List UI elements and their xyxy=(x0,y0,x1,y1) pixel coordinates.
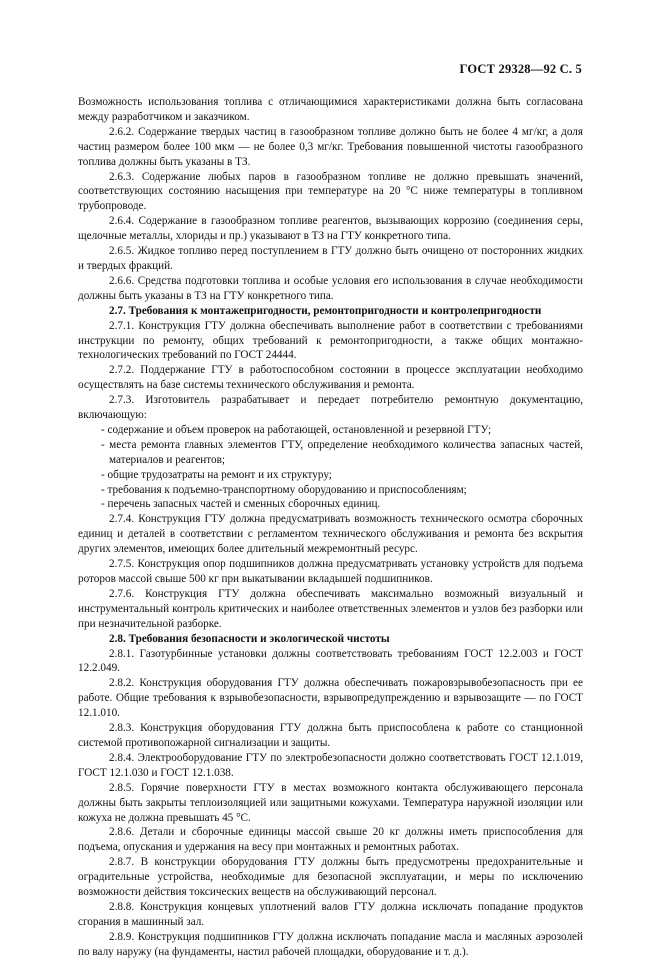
paragraph: 2.8.2. Конструкция оборудования ГТУ должна обеспечивать пожаровзрывобезопасность при ее работе. Общие требования к взрывобезопасности, взрывопредупреждению и взрывозащите — по ГОСТ 12.1.010. xyxy=(78,677,583,720)
paragraph: 2.7.2. Поддержание ГТУ в работоспособном состоянии в процессе эксплуатации необходимо осуществлять на базе системы технического обслуживания и ремонта. xyxy=(78,364,583,392)
paragraph: 2.6.2. Содержание твердых частиц в газообразном топливе должно быть не более 4 мг/кг, а доля частиц размером более 100 мкм — не более 0,3 мг/кг. Требования повышенной чистоты газообразного топлива должны быть указаны в ТЗ. xyxy=(78,125,583,168)
paragraph: 2.8.7. В конструкции оборудования ГТУ должны быть предусмотрены предохранительные и оградительные устройства, необходимые для безопасной эксплуатации, и меры по исключению возможности действия токсических веществ на обслуживающий персонал. xyxy=(78,856,583,899)
section-heading: 2.7. Требования к монтажепригодности, ремонтопригодности и контролепригодности xyxy=(109,304,542,317)
list-item: - требования к подъемно-транспортному оборудованию и приспособлениям; xyxy=(78,483,583,498)
paragraph: 2.8.5. Горячие поверхности ГТУ в местах возможного контакта обслуживающего персонала должны быть закрыты теплоизоляцией или защитными кожухами. Температура наружной изоляции или кожуха не должна превышать 45 °С. xyxy=(78,781,583,824)
paragraph: 2.8.9. Конструкция подшипников ГТУ должна исключать попадание масла и масляных аэрозолей по валу наружу (на фундаменты, настил рабочей площадки, оборудование и т. д.). xyxy=(78,930,583,958)
paragraph: 2.6.3. Содержание любых паров в газообразном топливе не должно превышать значений, соответствующих состоянию насыщения при температуре на 20 °С ниже температуры в топливном трубопроводе. xyxy=(78,170,583,213)
paragraph: 2.6.6. Средства подготовки топлива и особые условия его использования в случае необходимости должны быть указаны в ТЗ на ГТУ конкретного типа. xyxy=(78,274,583,302)
paragraph: 2.8.8. Конструкция концевых уплотнений валов ГТУ должна исключать попадание продуктов сгорания в машинный зал. xyxy=(78,900,583,928)
paragraph: 2.8.3. Конструкция оборудования ГТУ должна быть приспособлена к работе со станционной системой противопожарной сигнализации и защиты. xyxy=(78,722,583,749)
paragraph: Возможность использования топлива с отличающимися характеристиками должна быть согласована между разработчиком и заказчиком. xyxy=(78,96,583,123)
paragraph: 2.7.5. Конструкция опор подшипников должна предусматривать установку устройств для подъема роторов массой свыше 500 кг при выкатывании вкладышей подшипников. xyxy=(78,558,583,585)
list-item: - общие трудозатраты на ремонт и их структуру; xyxy=(78,468,583,483)
paragraph: 2.7.3. Изготовитель разрабатывает и передает потребителю ремонтную документацию, включающую: xyxy=(78,394,583,422)
paragraph: 2.6.4. Содержание в газообразном топливе реагентов, вызывающих коррозию (соединения серы, щелочные металлы, хлориды и пр.) указывают в ТЗ на ГТУ конкретного типа. xyxy=(78,215,583,243)
list-item: - перечень запасных частей и сменных сборочных единиц. xyxy=(78,497,583,512)
paragraph: 2.8.4. Электрооборудование ГТУ по электробезопасности должно соответствовать ГОСТ 12.1.019, ГОСТ 12.1.030 и ГОСТ 12.1.038. xyxy=(78,751,583,779)
section-heading: 2.8. Требования безопасности и экологической чистоты xyxy=(109,632,390,645)
paragraph: 2.8.6. Детали и сборочные единицы массой свыше 20 кг должны иметь приспособления для подъема, опускания и удержания на весу при монтажных и ремонтных работах. xyxy=(78,826,583,854)
paragraph: 2.8.1. Газотурбинные установки должны соответствовать требованиям ГОСТ 12.2.003 и ГОСТ 12.2.049. xyxy=(78,647,583,675)
paragraph: 2.7.4. Конструкция ГТУ должна предусматривать возможность технического осмотра сборочных единиц и деталей в соответствии с регламентом технического обслуживания и ремонта без вскрытия других элементов, имеющих более длительный межремонтный ресурс. xyxy=(78,513,583,556)
document-body xyxy=(78,95,583,960)
page-header: ГОСТ 29328—92 С. 5 xyxy=(459,62,582,76)
list-item: - места ремонта главных элементов ГТУ, определение необходимого количества запасных частей, материалов и реагентов; xyxy=(78,438,583,468)
paragraph: 2.7.6. Конструкция ГТУ должна обеспечивать максимально возможный визуальный и инструментальный контроль критических и наиболее ответственных элементов и узлов без разборки или при незначительной разборке. xyxy=(78,587,583,630)
list-item: - содержание и объем проверок на работающей, остановленной и резервной ГТУ; xyxy=(78,423,583,438)
paragraph: 2.6.5. Жидкое топливо перед поступлением в ГТУ должно быть очищено от посторонних жидких и твердых фракций. xyxy=(78,245,583,272)
paragraph: 2.7.1. Конструкция ГТУ должна обеспечивать выполнение работ в соответствии с требованиями инструкции по ремонту, общих требований к ремонтопригодности, а также общих монтажно-технологических требований по ГОСТ 24444. xyxy=(78,319,583,362)
